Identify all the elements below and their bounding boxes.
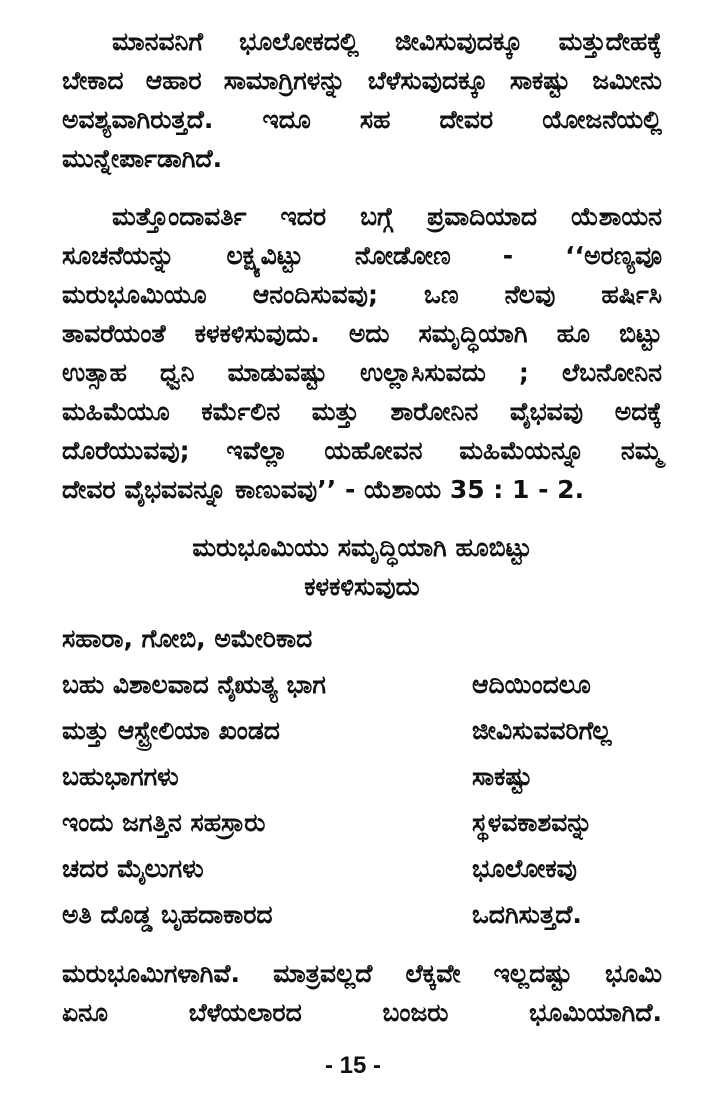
list-right-text: ಭೂಲೋಕವು xyxy=(472,854,578,883)
paragraph-line: ಮರುಭೂಮಿಗಳಾಗಿವೆ. ಮಾತ್ರವಲ್ಲದೆ ಲೆಕ್ಕವೇ ಇಲ್ಲದಷ್ಟು ಭೂಮಿ xyxy=(62,959,662,988)
list-right-text: ಜೀವಿಸುವವರಿಗೆಲ್ಲ xyxy=(472,716,612,745)
list-left-text: ಚದರ ಮೈಲುಗಳು xyxy=(62,854,204,883)
list-right-text: ಸ್ಥಳವಕಾಶವನ್ನು xyxy=(472,808,593,837)
list-row xyxy=(62,754,662,800)
list-left-text: ಬಹು ವಿಶಾಲವಾದ ನೈಋತ್ಯ ಭಾಗ xyxy=(62,670,326,699)
paragraph-line: ಏನೂ ಬೆಳೆಯಲಾರದ ಬಂಜರು ಭೂಮಿಯಾಗಿದೆ. xyxy=(62,998,662,1027)
list-left-text: ಬಹುಭಾಗಗಳು xyxy=(62,762,179,791)
paragraph-line: ಬೇಕಾದ ಆಹಾರ ಸಾಮಾಗ್ರಿಗಳನ್ನು ಬೆಳೆಸುವುದಕ್ಕೂ ಸಾಕಷ್ಟು ಜಮೀನು xyxy=(62,66,662,95)
paragraph-line: ತಾವರೆಯಂತೆ ಕಳಕಳಿಸುವುದು. ಅದು ಸಮೃದ್ಧಿಯಾಗಿ ಹೂ ಬಿಟ್ಟು xyxy=(62,319,662,348)
paragraph-line: ಮುನ್ನೇರ್ಪಾಡಾಗಿದೆ. xyxy=(62,144,223,173)
list-row xyxy=(62,892,662,938)
list-row xyxy=(62,662,662,708)
section-heading xyxy=(62,528,662,606)
heading-line: ಕಳಕಳಿಸುವುದು xyxy=(304,572,420,601)
list-right-text: ಸಾಕಷ್ಟು xyxy=(472,762,533,791)
list-right-text: ಆದಿಯಿಂದಲೂ xyxy=(472,670,591,699)
two-column-list xyxy=(62,616,662,938)
list-row xyxy=(62,800,662,846)
list-left-text: ಸಹಾರಾ, ಗೋಬಿ, ಅಮೇರಿಕಾದ xyxy=(62,624,313,653)
paragraph-line: ದೇವರ ವೈಭವವನ್ನೂ ಕಾಣುವವು’’ - ಯೆಶಾಯ 35 : 1 - 2. xyxy=(62,475,585,504)
list-left-text: ಅತಿ ದೊಡ್ಡ ಬೃಹದಾಕಾರದ xyxy=(62,900,273,929)
paragraph-line: ಮರುಭೂಮಿಯೂ ಆನಂದಿಸುವವು; ಒಣ ನೆಲವು ಹರ್ಷಿಸಿ xyxy=(62,280,662,309)
paragraph-1 xyxy=(62,22,662,178)
list-left-text: ಮತ್ತು ಆಸ್ಟ್ರೇಲಿಯಾ ಖಂಡದ xyxy=(62,716,280,745)
heading-line: ಮರುಭೂಮಿಯು ಸಮೃದ್ಧಿಯಾಗಿ ಹೂಬಿಟ್ಟು xyxy=(192,533,532,562)
list-row xyxy=(62,708,662,754)
paragraph-line: ಮಾನವನಿಗೆ ಭೂಲೋಕದಲ್ಲಿ ಜೀವಿಸುವುದಕ್ಕೂ ಮತ್ತುದೇಹಕ್ಕೆ xyxy=(112,27,662,56)
paragraph-line: ಉತ್ಸಾಹ ಧ್ವನಿ ಮಾಡುವಷ್ಟು ಉಲ್ಲಾಸಿಸುವದು ; ಲೆಬನೋನಿನ xyxy=(62,358,662,387)
list-left-text: ಇಂದು ಜಗತ್ತಿನ ಸಹಸ್ರಾರು xyxy=(62,808,266,837)
list-right-text: ಒದಗಿಸುತ್ತದೆ. xyxy=(472,900,582,929)
list-row xyxy=(62,616,662,662)
paragraph-3 xyxy=(62,954,662,1032)
page-number: - 15 - xyxy=(324,1052,381,1079)
paragraph-line: ಮತ್ತೊಂದಾವರ್ತಿ ಇದರ ಬಗ್ಗೆ ಪ್ರವಾದಿಯಾದ ಯೆಶಾಯನ xyxy=(112,202,662,231)
paragraph-2 xyxy=(62,197,662,509)
paragraph-line: ಮಹಿಮೆಯೂ ಕರ್ಮೆಲಿನ ಮತ್ತು ಶಾರೋನಿನ ವೈಭವವು ಅದಕ್ಕೆ xyxy=(62,397,662,426)
paragraph-line: ದೊರೆಯುವವು; ಇವೆಲ್ಲಾ ಯಹೋವನ ಮಹಿಮೆಯನ್ನೂ ನಮ್ಮ xyxy=(62,436,662,465)
paragraph-line: ಅವಶ್ಯವಾಗಿರುತ್ತದೆ. ಇದೂ ಸಹ ದೇವರ ಯೋಜನೆಯಲ್ಲಿ xyxy=(62,105,662,134)
list-row xyxy=(62,846,662,892)
paragraph-line: ಸೂಚನೆಯನ್ನು ಲಕ್ಷ್ಯವಿಟ್ಟು ನೋಡೋಣ - ‘‘ಅರಣ್ಯವೂ xyxy=(62,241,662,270)
